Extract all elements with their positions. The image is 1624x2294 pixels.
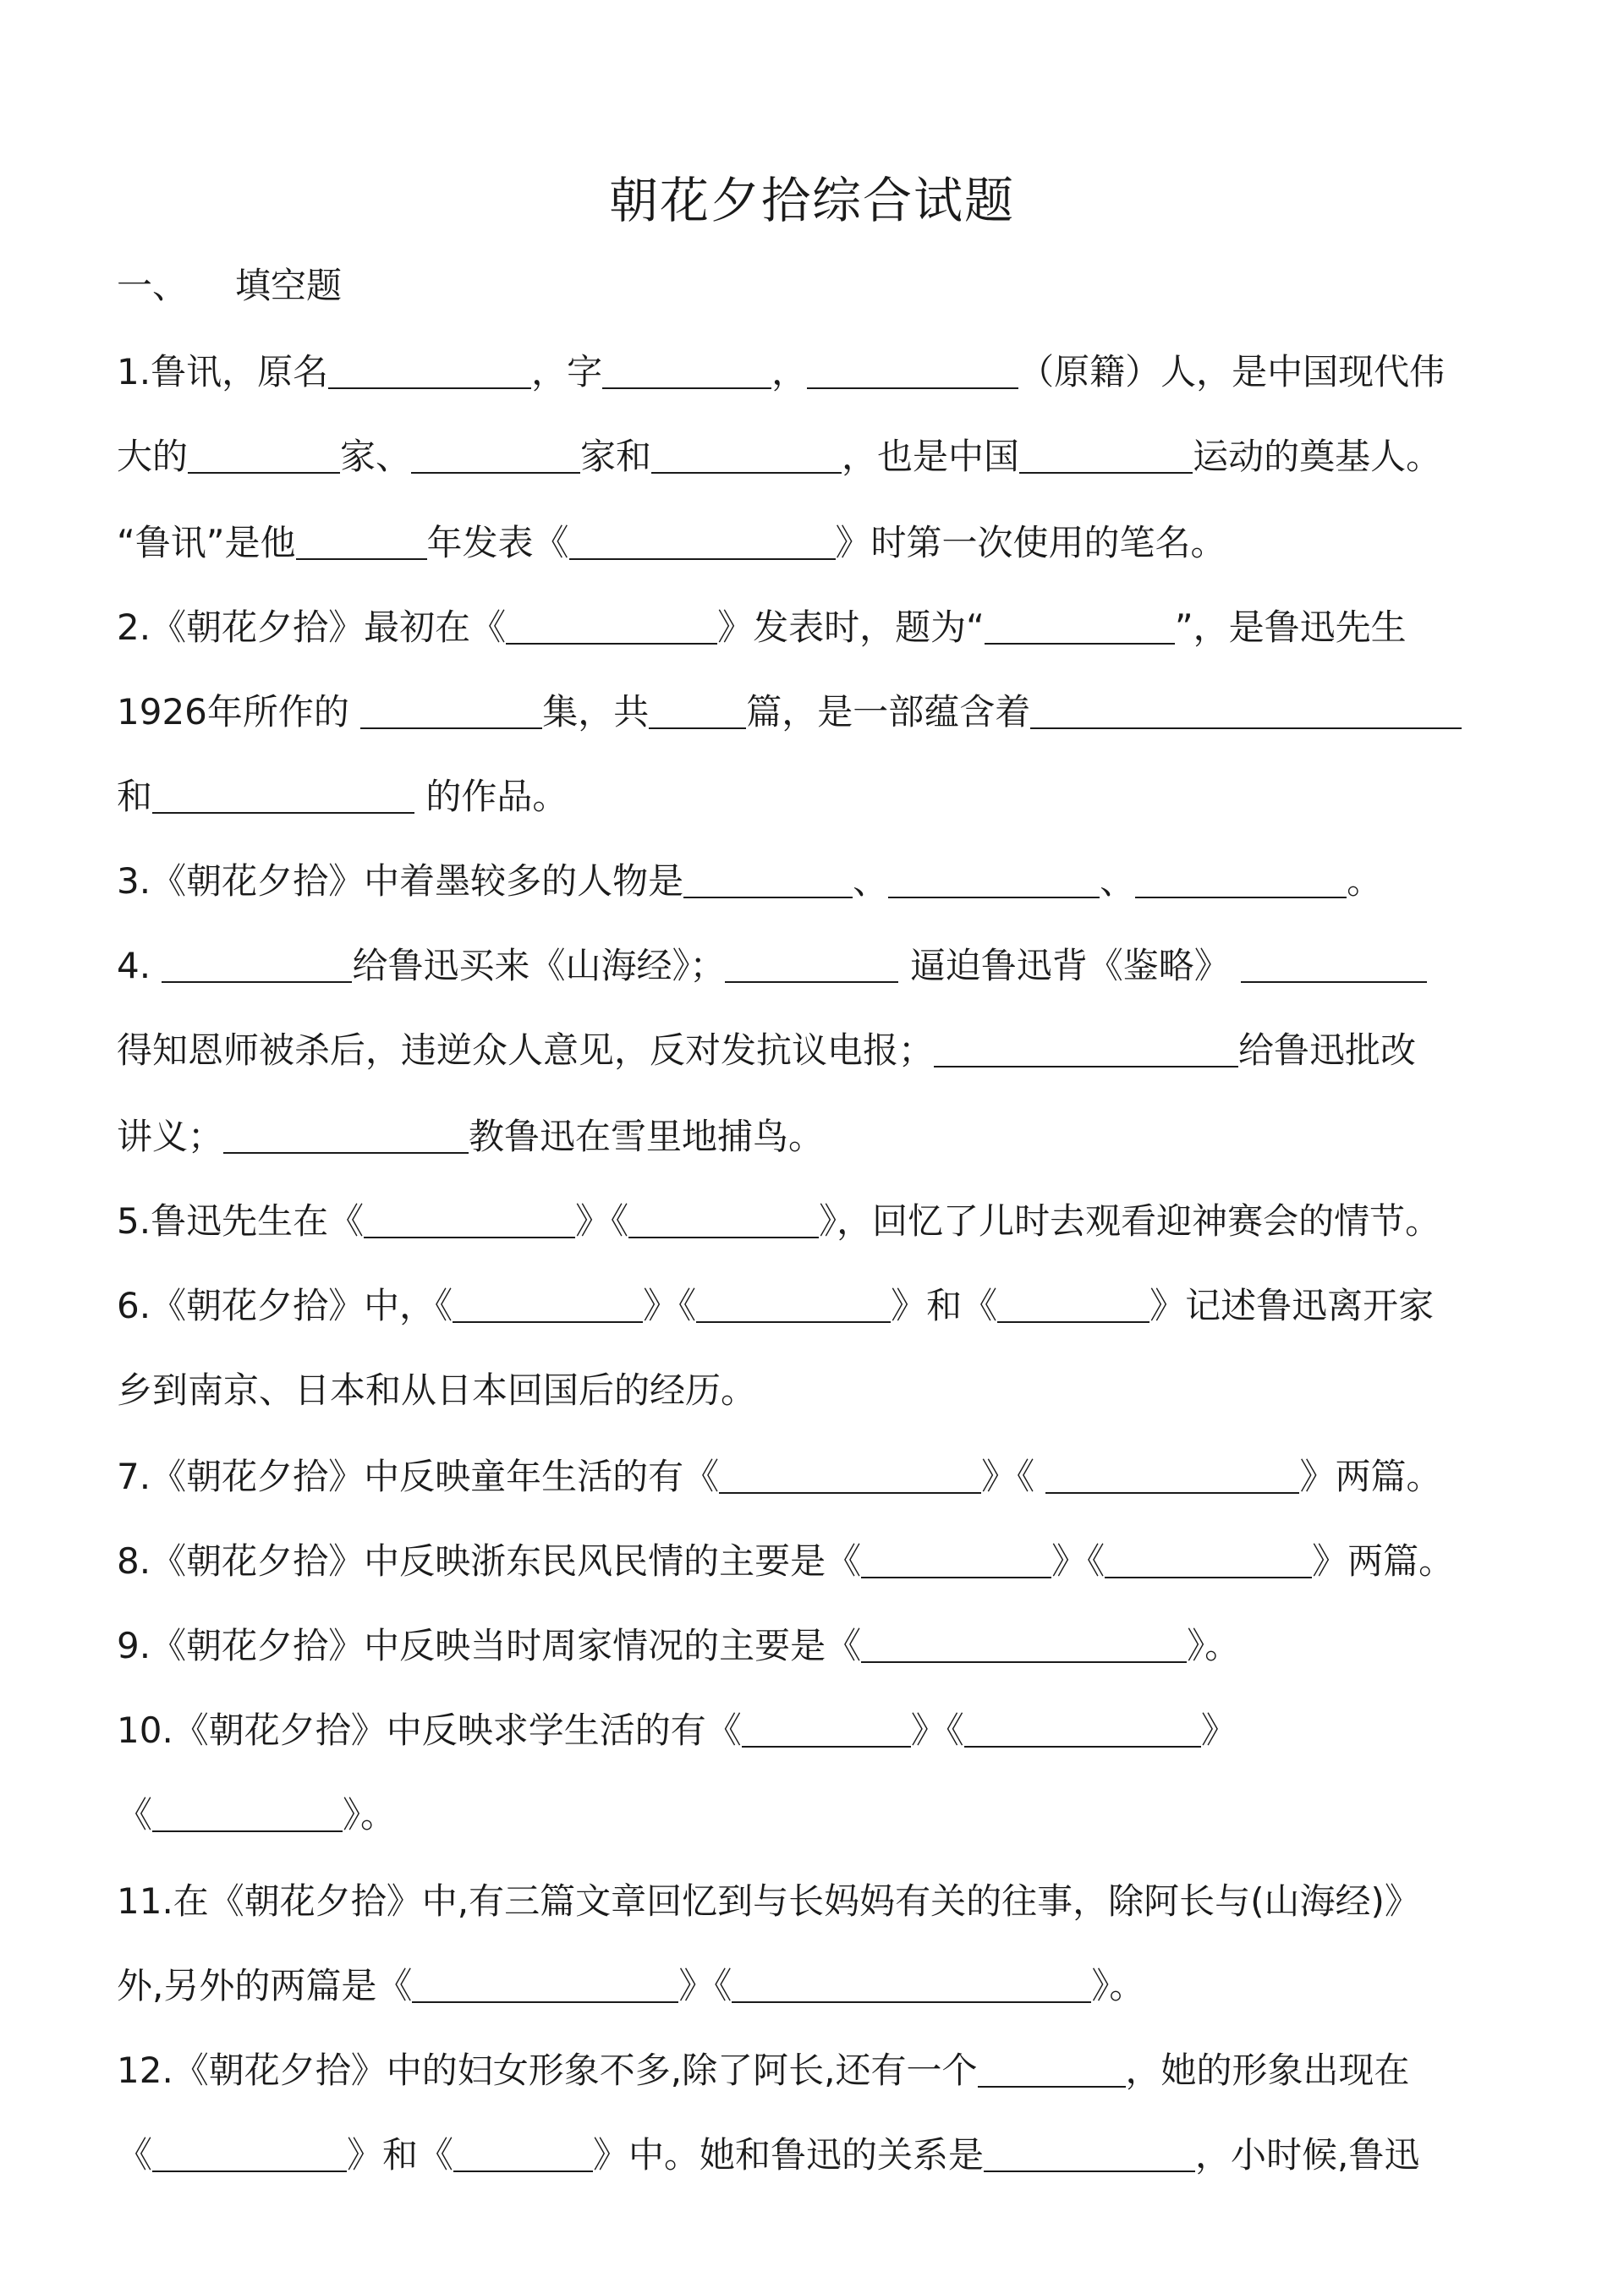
answer-blank[interactable]	[861, 1543, 1051, 1578]
question-line	[117, 941, 1427, 991]
answer-blank[interactable]	[188, 438, 340, 474]
question-text: 》中。她和鲁迅的关系是	[593, 2134, 985, 2176]
question-text: 》《	[1051, 1540, 1106, 1582]
answer-blank[interactable]	[934, 1032, 1238, 1067]
answer-blank[interactable]	[683, 863, 853, 898]
answer-blank[interactable]	[152, 2137, 347, 2172]
question-text: 外,另外的两篇是《	[117, 1965, 413, 2006]
answer-blank[interactable]	[985, 609, 1175, 645]
question-text: 讲义；	[117, 1116, 224, 1157]
question-line	[117, 347, 1445, 398]
page-title: 朝花夕拾综合试题	[608, 172, 1015, 229]
answer-blank[interactable]	[162, 947, 352, 983]
question-text: 1926年所作的	[117, 691, 361, 733]
section-heading	[117, 258, 342, 309]
question-text: 年发表《	[426, 522, 569, 563]
question-text: 、	[853, 860, 889, 902]
answer-blank[interactable]	[628, 1203, 819, 1238]
question-line	[117, 1705, 1237, 1756]
question-text: 6.《朝花夕拾》中，《	[117, 1285, 453, 1326]
answer-blank[interactable]	[1019, 438, 1193, 474]
question-line	[117, 518, 1226, 568]
question-text: “鲁讯”是他	[117, 522, 296, 563]
answer-blank[interactable]	[651, 438, 842, 474]
answer-blank[interactable]	[964, 1712, 1201, 1748]
question-text: 7.《朝花夕拾》中反映童年生活的有《	[117, 1456, 720, 1497]
answer-blank[interactable]	[696, 1287, 891, 1323]
question-text: 8.《朝花夕拾》中反映浙东民风民情的主要是《	[117, 1540, 862, 1582]
answer-blank[interactable]	[997, 1287, 1149, 1323]
question-text: 》两篇。	[1299, 1456, 1442, 1497]
answer-blank[interactable]	[453, 1287, 643, 1323]
question-text: 》《	[678, 1965, 732, 2006]
question-line	[117, 1281, 1434, 1331]
question-text: 《	[117, 2134, 153, 2176]
question-text: 12.《朝花夕拾》中的妇女形象不多,除了阿长,还有一个	[117, 2050, 978, 2091]
question-line	[117, 2045, 1410, 2096]
question-text: 《	[117, 1794, 153, 1836]
answer-blank[interactable]	[152, 778, 414, 814]
question-text: 11.在《朝花夕拾》中,有三篇文章回忆到与长妈妈有关的往事，除阿长与(山海经)》	[117, 1880, 1420, 1922]
question-text: 家和	[580, 436, 652, 477]
question-text: 3.《朝花夕拾》中着墨较多的人物是	[117, 860, 684, 902]
question-text: 9.《朝花夕拾》中反映当时周家情况的主要是《	[117, 1625, 862, 1666]
question-line	[117, 687, 1462, 738]
question-text: （原籍）人，是中国现代伟	[1018, 351, 1446, 392]
answer-blank[interactable]	[742, 1712, 911, 1748]
question-text: 》时第一次使用的笔名。	[835, 522, 1226, 563]
question-text: 》和《	[891, 1285, 998, 1326]
answer-blank[interactable]	[223, 1118, 469, 1154]
question-text: 》《	[910, 1710, 964, 1751]
question-text: 4.	[117, 945, 162, 986]
answer-blank[interactable]	[1045, 1458, 1299, 1494]
question-text: 》。	[343, 1794, 397, 1836]
question-text: 2.《朝花夕拾》最初在《	[117, 606, 507, 648]
question-text: 运动的奠基人。	[1193, 436, 1442, 477]
question-text: 》发表时，题为“	[717, 606, 985, 648]
question-line	[117, 1876, 1420, 1927]
question-text: 》	[1200, 1710, 1237, 1751]
answer-blank[interactable]	[506, 609, 717, 645]
question-text: ”，是鲁迅先生	[1174, 606, 1407, 648]
answer-blank[interactable]	[412, 1967, 678, 2003]
question-text: 》《	[575, 1200, 629, 1242]
answer-blank[interactable]	[1135, 863, 1347, 898]
answer-blank[interactable]	[328, 354, 531, 389]
question-text: 乡到南京、日本和从日本回国后的经历。	[117, 1369, 757, 1411]
answer-blank[interactable]	[296, 524, 427, 560]
question-text: 逼迫鲁迅背《鉴略》	[898, 945, 1242, 986]
question-text: ，小时候,鲁迅	[1195, 2134, 1420, 2176]
question-text: 和	[117, 776, 153, 817]
question-text: 家、	[340, 436, 412, 477]
question-text: 得知恩师被杀后，违逆众人意见，反对发抗议电报；	[117, 1029, 935, 1071]
answer-blank[interactable]	[453, 2137, 593, 2172]
question-text: 》《	[643, 1285, 697, 1326]
answer-blank[interactable]	[984, 2137, 1195, 2172]
answer-blank[interactable]	[360, 694, 542, 729]
answer-blank[interactable]	[602, 354, 771, 389]
question-line	[117, 1452, 1441, 1502]
answer-blank[interactable]	[152, 1797, 343, 1832]
question-text: ，字	[531, 351, 603, 392]
answer-blank[interactable]	[725, 947, 898, 983]
question-text: ，她的形象出现在	[1125, 2050, 1410, 2091]
question-text: 》《	[981, 1456, 1046, 1497]
answer-blank[interactable]	[649, 694, 746, 729]
question-text: 。	[1347, 860, 1383, 902]
answer-blank[interactable]	[732, 1967, 1091, 2003]
question-text: 》和《	[347, 2134, 454, 2176]
question-line	[117, 1025, 1416, 1076]
question-line	[117, 1196, 1440, 1247]
answer-blank[interactable]	[569, 524, 836, 560]
question-line	[117, 1111, 824, 1162]
question-text: 、	[1100, 860, 1136, 902]
question-line	[117, 1365, 756, 1416]
section-label: 填空题	[235, 265, 343, 306]
question-line	[117, 431, 1441, 482]
answer-blank[interactable]	[1105, 1543, 1312, 1578]
question-text: 1.鲁讯，原名	[117, 351, 329, 392]
question-line	[117, 602, 1407, 653]
question-text: 给鲁迅买来《山海经》；	[352, 945, 726, 986]
answer-blank[interactable]	[364, 1203, 575, 1238]
question-line	[117, 2130, 1419, 2181]
question-text: 5.鲁迅先生在《	[117, 1200, 365, 1242]
question-text: 》。	[1091, 1965, 1145, 2006]
question-text: 》，回忆了儿时去观看迎神赛会的情节。	[819, 1200, 1441, 1242]
answer-blank[interactable]	[861, 1627, 1187, 1663]
question-text: 大的	[117, 436, 189, 477]
question-line	[117, 856, 1382, 907]
question-text: ，	[771, 351, 808, 392]
answer-blank[interactable]	[888, 863, 1100, 898]
question-line	[117, 1621, 1240, 1671]
question-text: 》两篇。	[1312, 1540, 1455, 1582]
question-line	[117, 1790, 396, 1841]
answer-blank[interactable]	[807, 354, 1018, 389]
question-text: ，也是中国	[842, 436, 1020, 477]
question-text: 给鲁迅批改	[1238, 1029, 1417, 1071]
question-line	[117, 771, 568, 822]
question-text: 》记述鲁迅离开家	[1149, 1285, 1435, 1326]
answer-blank[interactable]	[978, 2052, 1126, 2088]
question-text: 》。	[1187, 1625, 1241, 1666]
question-text: 集，共	[542, 691, 650, 733]
question-text: 10.《朝花夕拾》中反映求学生活的有《	[117, 1710, 742, 1751]
question-text: 的作品。	[414, 776, 568, 817]
answer-blank[interactable]	[719, 1458, 981, 1494]
question-text: 教鲁迅在雪里地捕鸟。	[469, 1116, 825, 1157]
question-line	[117, 1536, 1454, 1587]
question-text: 篇，是一部蕴含着	[746, 691, 1031, 733]
question-line	[117, 1961, 1144, 2011]
answer-blank[interactable]	[1030, 694, 1462, 729]
answer-blank[interactable]	[1241, 947, 1427, 983]
answer-blank[interactable]	[411, 438, 580, 474]
section-number: 一、	[117, 265, 189, 306]
